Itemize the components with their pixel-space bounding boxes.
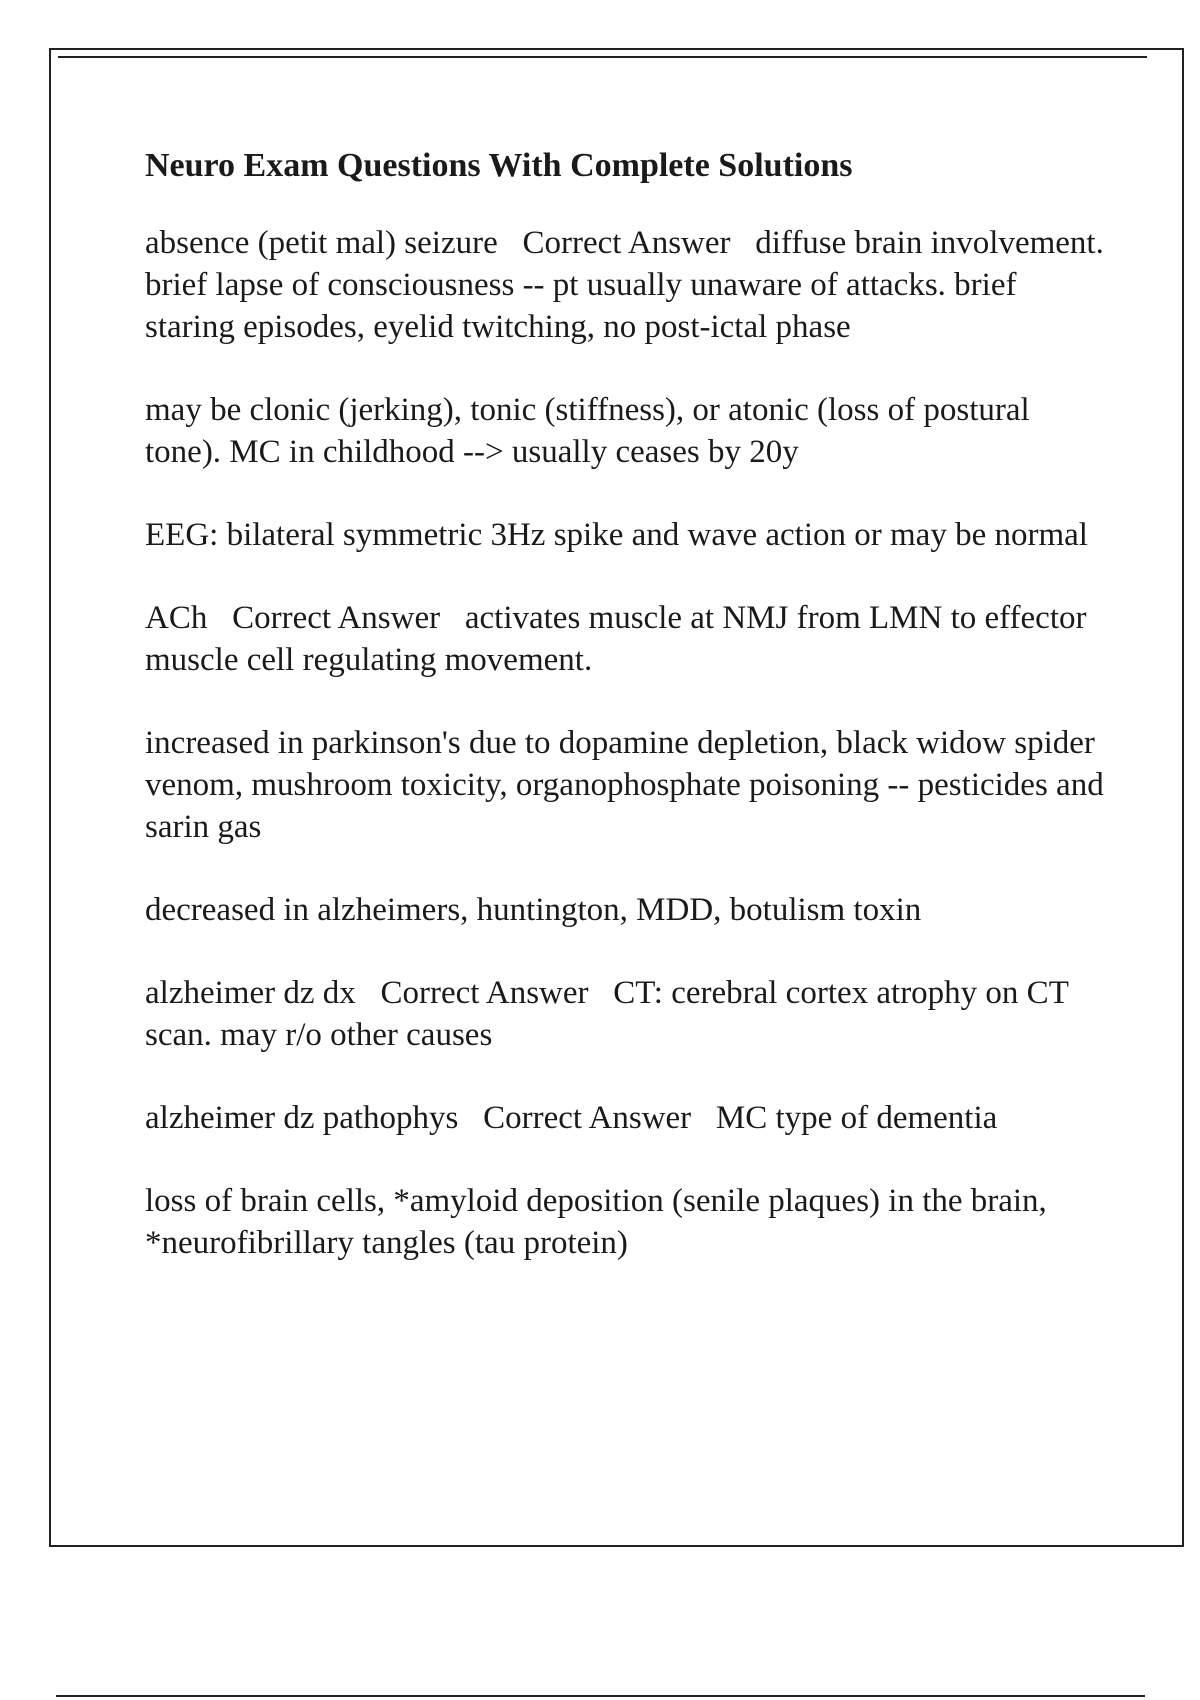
paragraph-alzheimer-brain-changes: loss of brain cells, *amyloid deposition (senile plaques) in the brain, *neurofibrillary tangles (tau protein) [145,1183,1056,1261]
paragraph-alzheimer-pathophys: alzheimer dz pathophys Correct Answer MC type of dementia [145,1100,998,1136]
paragraph-ach-decreased: decreased in alzheimers, huntington, MDD, botulism toxin [145,892,922,928]
document-title: Neuro Exam Questions With Complete Solutions [145,147,853,184]
paragraph-eeg: EEG: bilateral symmetric 3Hz spike and wave action or may be normal [145,517,1088,553]
paragraph-alzheimer-dx: alzheimer dz dx Correct Answer CT: cerebral cortex atrophy on CT scan. may r/o other causes [145,975,1077,1053]
document-body [145,144,1113,1305]
paragraph-seizure-types: may be clonic (jerking), tonic (stiffness), or atonic (loss of postural tone). MC in childhood --> usually ceases by 20y [145,392,1038,470]
paragraph-ach: ACh Correct Answer activates muscle at NMJ from LMN to effector muscle cell regulating movement. [145,600,1095,678]
paragraph-absence-seizure: absence (petit mal) seizure Correct Answer diffuse brain involvement. brief lapse of consciousness -- pt usually unaware of attacks. brief staring episodes, eyelid twitching, no post-ictal phase [145,225,1113,345]
top-rule [58,56,1147,58]
paragraph-ach-increased: increased in parkinson's due to dopamine depletion, black widow spider venom, mushroom toxicity, organophosphate poisoning -- pesticides and sarin gas [145,725,1112,845]
bottom-rule [56,1695,1145,1697]
